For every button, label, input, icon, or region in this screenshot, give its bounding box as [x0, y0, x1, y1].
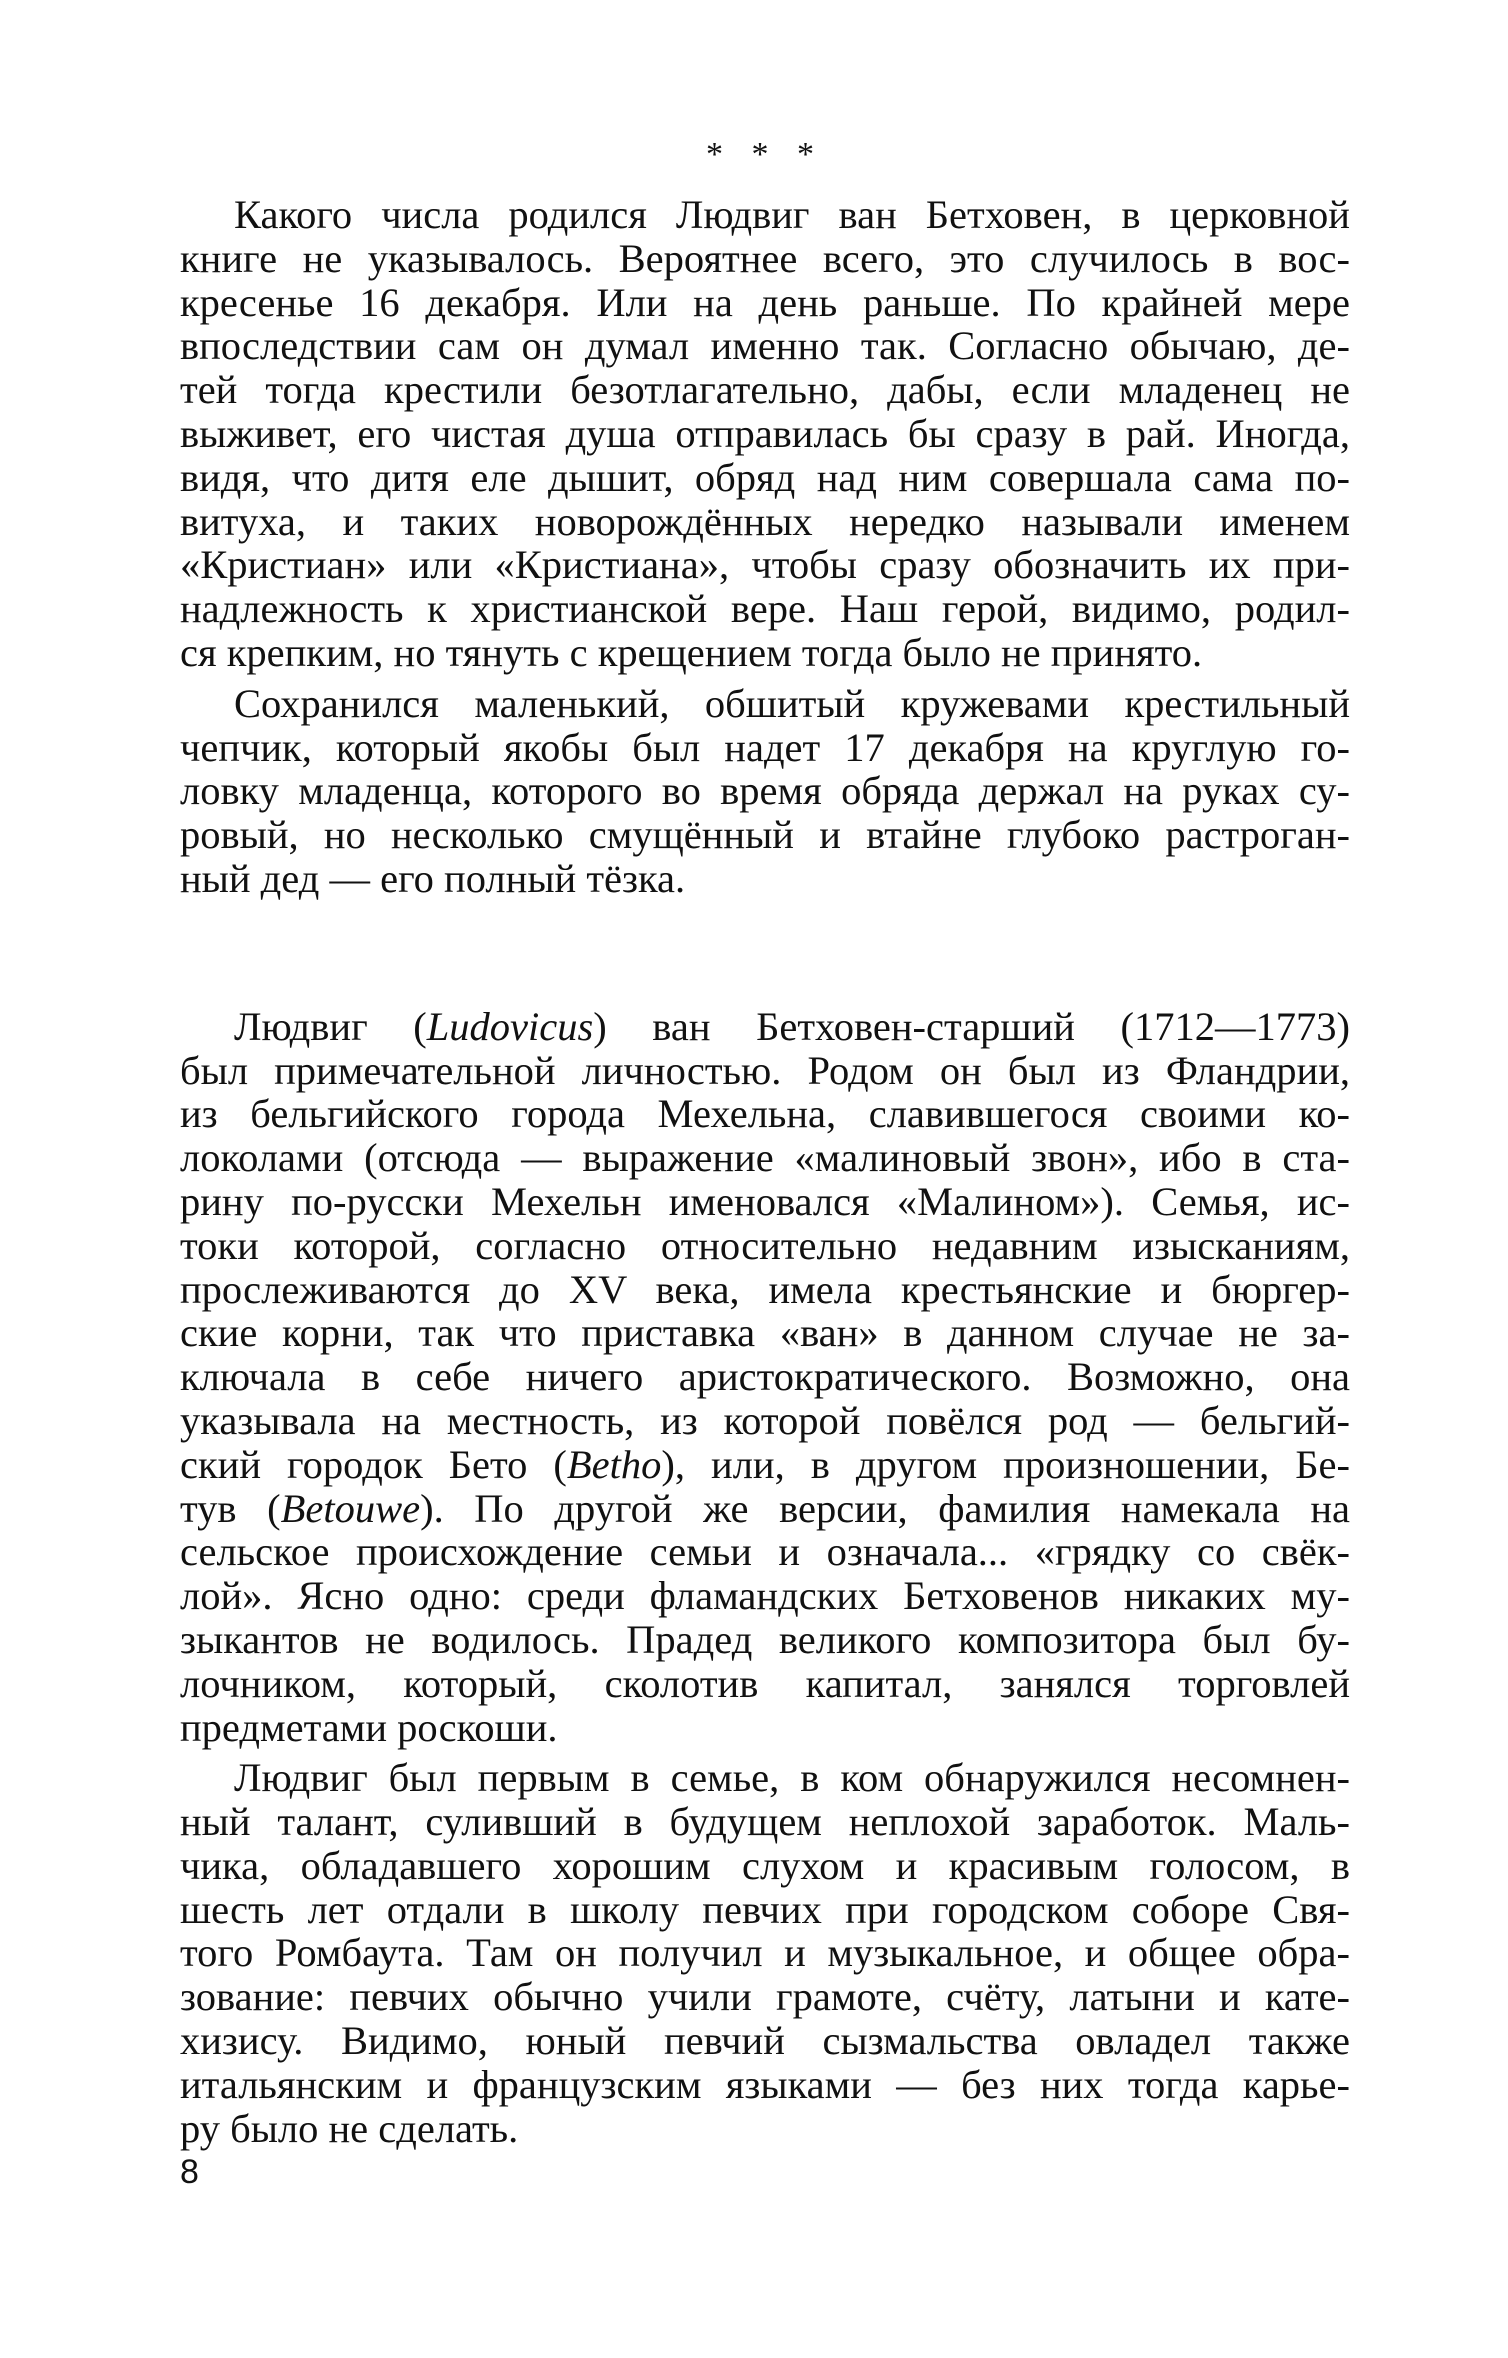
text-line: книге не указывалось. Вероятнее всего, это случилось в вос- — [180, 235, 1350, 281]
paragraph — [180, 1005, 1350, 1750]
text-line: ключала в себе ничего аристократического. Возможно, она — [180, 1354, 1350, 1400]
text-line: ся крепким, но тянуть с крещением тогда было не принято. — [180, 629, 1203, 675]
section-grandfather — [180, 1005, 1350, 2151]
text-line: кресенье 16 декабря. Или на день раньше. По крайней мере — [180, 279, 1350, 325]
text-line: Какого числа родился Людвиг ван Бетховен, в церковной — [234, 192, 1350, 237]
text-line: зование: певчих обычно учили грамоте, счёту, латыни и кате- — [180, 1974, 1350, 2020]
text-line: лочником, который, сколотив капитал, занялся торговлей — [180, 1660, 1350, 1706]
paragraph — [180, 1756, 1350, 2150]
text-line: рину по-русски Мехельн именовался «Малином»). Семья, ис- — [180, 1178, 1350, 1224]
text-line: ный дед — его полный тёзка. — [180, 855, 686, 901]
text-line: Сохранился маленький, обшитый кружевами крестильный — [234, 680, 1350, 726]
text-line: указывала на местность, из которой повёлся род — бельгий- — [180, 1397, 1350, 1443]
paragraph — [180, 193, 1350, 675]
text-line: видя, что дитя еле дышит, обряд над ним совершала сама по- — [180, 454, 1350, 500]
text-line: локолами (отсюда — выражение «малиновый звон», ибо в ста- — [180, 1135, 1350, 1181]
text-line: чика, обладавшего хорошим слухом и красивым голосом, в — [180, 1842, 1350, 1888]
text-line: из бельгийского города Мехельна, славившегося своими ко- — [180, 1091, 1350, 1137]
text-line: витуха, и таких новорождённых нередко называли именем — [180, 498, 1350, 544]
text-line: Людвиг был первым в семье, в ком обнаружился несомнен- — [234, 1755, 1350, 1801]
text-line: был примечательной личностью. Родом он был из Фландрии, — [180, 1047, 1350, 1093]
page-number: 8 — [180, 2153, 199, 2191]
page-body — [180, 135, 1350, 2150]
section-separator: * * * — [706, 136, 824, 173]
text-line: чепчик, который якобы был надет 17 декабря на круглую го- — [180, 724, 1350, 770]
text-line: ровый, но несколько смущённый и втайне глубоко растроган- — [180, 812, 1350, 858]
text-line: ские корни, так что приставка «ван» в данном случае не за- — [180, 1310, 1350, 1356]
text-line: предметами роскоши. — [180, 1704, 558, 1750]
text-line: тей тогда крестили безотлагательно, дабы, если младенец не — [180, 367, 1350, 413]
text-line: итальянским и французским языками — без них тогда карье- — [180, 2061, 1350, 2107]
text-line: надлежность к христианской вере. Наш герой, видимо, родил- — [180, 586, 1350, 632]
text-line: Людвиг (Ludovicus) ван Бетховен-старший (1712—1773) — [234, 1003, 1350, 1049]
text-line: впоследствии сам он думал именно так. Согласно обычаю, де- — [180, 323, 1350, 369]
text-line: зыкантов не водилось. Прадед великого композитора был бу- — [180, 1616, 1350, 1662]
section-gap — [180, 901, 1350, 1005]
text-line: тув (Betouwe). По другой же версии, фамилия намекала на — [180, 1485, 1350, 1531]
paragraph — [180, 682, 1350, 901]
text-line: токи которой, согласно относительно недавним изысканиям, — [180, 1222, 1350, 1268]
text-line: хизису. Видимо, юный певчий сызмальства овладел также — [180, 2018, 1350, 2064]
text-line: того Ромбаута. Там он получил и музыкальное, и общее обра- — [180, 1930, 1350, 1976]
text-line: прослеживаются до XV века, имела крестьянские и бюргер- — [180, 1266, 1350, 1312]
text-line: ный талант, суливший в будущем неплохой заработок. Маль- — [180, 1799, 1350, 1845]
text-line: выживет, его чистая душа отправилась бы сразу в рай. Иногда, — [180, 410, 1350, 456]
text-line: «Кристиан» или «Кристиана», чтобы сразу обозначить их при- — [180, 542, 1350, 588]
section-birth — [180, 193, 1350, 901]
text-line: сельское происхождение семьи и означала... «грядку со свёк- — [180, 1529, 1350, 1575]
text-line: ский городок Бето (Betho), или, в другом произношении, Бе- — [180, 1441, 1350, 1487]
text-line: шесть лет отдали в школу певчих при городском соборе Свя- — [180, 1886, 1350, 1932]
text-line: ловку младенца, которого во время обряда держал на руках су- — [180, 768, 1350, 814]
text-line: лой». Ясно одно: среди фламандских Бетховенов никаких му- — [180, 1573, 1350, 1619]
text-line: ру было не сделать. — [180, 2105, 519, 2151]
